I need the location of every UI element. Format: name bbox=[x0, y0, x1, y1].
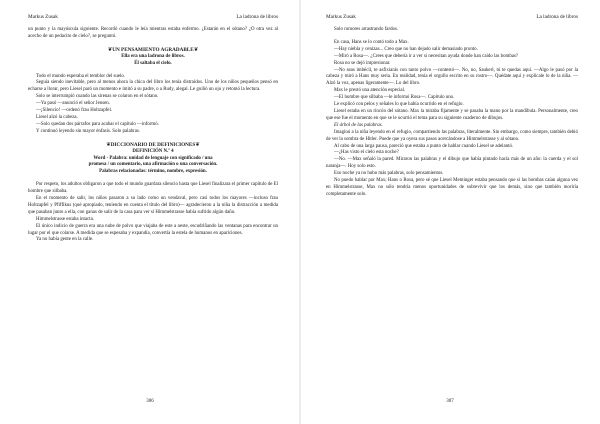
paragraph: Himmelstrasse estaba intacta. bbox=[36, 216, 94, 222]
paragraph: En casa, Hans se lo contó todo a Max. bbox=[334, 39, 409, 45]
right-running-header bbox=[326, 14, 578, 21]
paragraph: un punto y la mayúscula siguiente. Recordó cuando le leía mientras estaba enfermo. ¿Estarán en el sótano? ¿O otra vez al acecho de un pedacito de cielo?, se preguntó. bbox=[28, 27, 278, 39]
paragraph: —Solo quedan dos párrafos para acabar el capítulo —informó. bbox=[36, 121, 159, 127]
pensamiento-box bbox=[28, 47, 278, 68]
paragraph: El único indicio de guerra era una nube de polvo que viajaba de este a oeste, escudriñando las ventanas para encontrar un lugar por el que colarse. A medida que se espesaba y expandía, convertía la estela de humanos en apariciones. bbox=[28, 223, 278, 236]
paragraph: Liesel alzó la cabeza. bbox=[36, 114, 78, 120]
fleuron-icon: ❦ bbox=[193, 46, 199, 53]
paragraph: Imaginó a la niña leyendo en el refugio, compartiendo las palabras, literalmente. Sin embargo, como siempre, también debió de ver la sombra de Hitler. Puede que ya oyera sus pasos acercándose a Himmelstrasse y al sótano. bbox=[326, 129, 578, 142]
paragraph: Y continuó leyendo sin mayor énfasis. Solo palabras. bbox=[36, 128, 140, 134]
page-number: 306 bbox=[146, 399, 154, 404]
right-page bbox=[300, 0, 600, 424]
definition-number: DEFINICIÓN N.º 4 bbox=[132, 148, 174, 154]
left-body-text bbox=[28, 27, 278, 244]
right-body-text bbox=[326, 27, 578, 199]
paragraph: Max le prestó una atención especial. bbox=[334, 88, 406, 94]
paragraph: Ya no había gente en la calle. bbox=[36, 237, 94, 243]
definition-line: promesa / un comentario, una afirmación o una conversación. bbox=[88, 162, 218, 168]
paragraph: Seguía siendo inevitable, pero al menos ahora la chica del libro los tenía distraídos. Uno de los niños pequeños pensó en echarse a llorar, pero Liesel paró un momento e imitó a su padre, o a Rudy, alegal. Le guiñó un ojo y retomó la lectura. bbox=[28, 80, 278, 93]
header-title: La ladrona de libros bbox=[236, 14, 278, 20]
paragraph: —Hay niebla y cenizas... Creo que no han dejado salir demasiado pronto. bbox=[334, 46, 478, 52]
paragraph: Por respeto, los adultos obligaron a que todo el mundo guardara silencio hasta que Liesel finalizara el primer capítulo de El hombre que silbaba. bbox=[28, 182, 278, 195]
paragraph: —¡Silencio! —ordenó frau Holtzapfel. bbox=[36, 108, 113, 114]
pensamiento-line: Él saltaba el cielo. bbox=[134, 60, 172, 66]
paragraph: Eso noche ya no hubo más palabras, solo pensamientos. bbox=[334, 171, 444, 177]
page-number: 307 bbox=[446, 399, 454, 404]
fleuron-icon: ❦ bbox=[195, 141, 200, 148]
fleuron-icon: ❦ bbox=[106, 141, 111, 148]
paragraph: —El hombre que silbaba —le informó Rosa—. Capítulo uno. bbox=[334, 95, 455, 101]
paragraph: Solo se interrumpió cuando las sirenas se colaron en el sótano. bbox=[36, 94, 159, 100]
paragraph: Solo rumores arrastrando fardos. bbox=[334, 27, 399, 32]
header-author: Markus Zusak bbox=[28, 14, 58, 20]
paragraph: Todo el mundo esperaba el temblor del suelo. bbox=[36, 73, 126, 79]
pensamiento-line: Ella era una ladrona de libros. bbox=[121, 53, 185, 59]
pensamiento-heading: ❦UN PENSAMIENTO AGRADABLE❦ bbox=[107, 46, 199, 53]
header-title: La ladrona de libros bbox=[536, 14, 578, 20]
paragraph: No puedo hablar por Max; Hans o Rosa, pero sé que Liesel Meminger estaba pensando que si las bombas caían alguna vez en Himmelstrasse, Max no sólo tendría menos oportunidades de sobrevivir que los demás, sino que también moriría completamente solo. bbox=[326, 178, 578, 197]
paragraph: El árbol de las palabras. bbox=[334, 122, 383, 128]
diccionario-box bbox=[28, 142, 278, 177]
paragraph: —Ya pasó —anunció el señor Jensen. bbox=[36, 101, 110, 107]
paragraph: —No seas imbécil, te asfixiarás con tanto polvo —contestó—. No, no, Saukerl, tú te quedas aquí. —Algo le pasó por la cabeza y miró a Hans muy seria. En realidad, tenía el orgullo escrito en su rostro—. Quédate aquí y explícale lo de la niña. —Alzó la voz, apenas ligeramente—. Lo del libro. bbox=[326, 67, 578, 87]
diccionario-heading: ❦DICCIONARIO DE DEFINICIONES❦ bbox=[106, 141, 200, 148]
paragraph: Rosa no se dejó impresionar. bbox=[334, 60, 391, 66]
paragraph: En el momento de salir, los niños pasaron a su lado como un vendaval, pero casi todos los mayores —incluso frau Holtzapfel y Pfiffikus (qué apropiado, teniendo en cuenta el título del libro)— agradecieron a la niña la distracción a medida que pasaban junto a ella, con ganas de salir de la casa para ver si Himmelstrasse había sufrido algún daño. bbox=[28, 196, 278, 215]
paragraph: Al cabo de una larga pausa, pareció que estaba a punto de hablar cuando Liesel se adelantó. bbox=[334, 143, 514, 149]
paragraph: —No. —Max señaló la pared. Miraron las palabras y el dibujo que había pintado hacía más de un año: la cuerda y el sol naranja—. Hoy solo esto. bbox=[326, 157, 578, 170]
definition-line: Word - Palabra: unidad de lenguaje con significado / una bbox=[93, 155, 213, 161]
definition-line: Palabras relacionadas: término, nombre, expresión. bbox=[99, 169, 207, 175]
paragraph: Liesel estaba en un rincón del sótano. Max la miraba fijamente y se pasaba la mano por la mandíbula. Personalmente, creo que ese fue el momento en que se le ocurrió el tema para su siguiente cuaderno de dibujos. bbox=[326, 108, 578, 121]
paragraph: Le explicó con pelos y señales lo que había ocurrido en el refugio. bbox=[334, 102, 464, 108]
paragraph: —Miró a Rosa—. ¿Crees que debería ir a ver si necesitan ayuda donde han caído las bombas? bbox=[334, 53, 519, 59]
paragraph: —¿Has visto el cielo esta noche? bbox=[334, 150, 399, 156]
header-author: Markus Zusak bbox=[326, 14, 356, 20]
left-running-header bbox=[28, 14, 278, 21]
fleuron-icon: ❦ bbox=[107, 46, 113, 53]
